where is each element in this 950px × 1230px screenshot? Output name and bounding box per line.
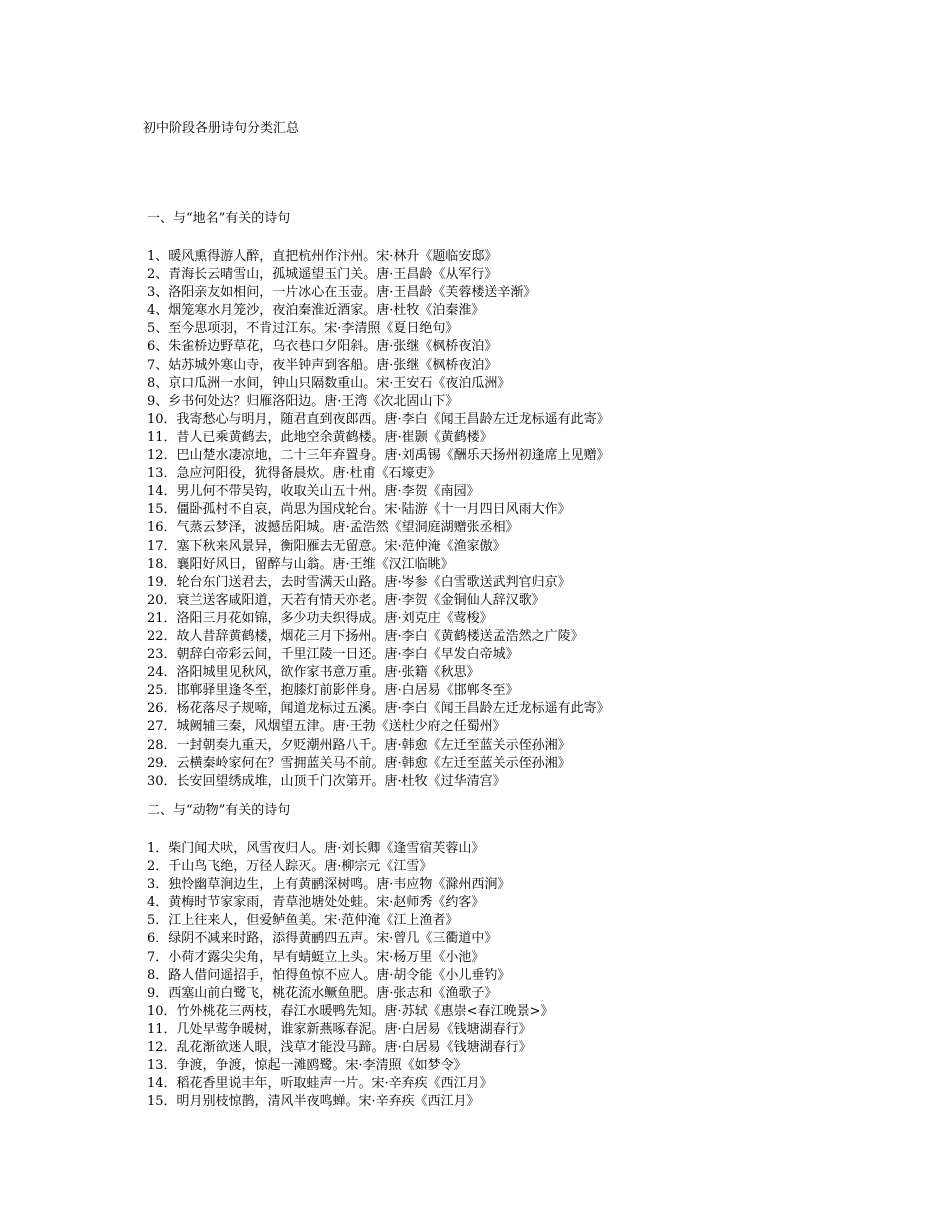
poem-line-text: 5．江上往来人，但爱鲈鱼美。宋·范仲淹《江上渔者》 [147,913,459,929]
poem-line [147,737,927,755]
poem-line-text: 27．城阙辅三秦，风烟望五津。唐·王勃《送杜少府之任蜀州》 [147,719,506,735]
poem-line-text: 14．稻花香里说丰年，听取蛙声一片。宋·辛弃疾《西江月》 [147,1076,493,1092]
poem-line-text: 2、青海长云晴雪山，孤城遥望玉门关。唐·王昌龄《从军行》 [147,267,498,283]
poem-line [147,664,927,682]
poem-line-text: 9．西塞山前白鹭飞，桃花流水鳜鱼肥。唐·张志和《渔歌子》 [147,985,498,1001]
poem-line-text: 29．云横秦岭家何在？雪拥蓝关马不前。唐·韩愈《左迁至蓝关示侄孙湘》 [147,755,571,771]
poem-line [147,718,927,736]
poem-line-text: 6、朱雀桥边野草花，乌衣巷口夕阳斜。唐·张继《枫桥夜泊》 [147,339,498,355]
poem-line [147,483,927,501]
poem-line [147,320,927,338]
poem-line-text: 8、京口瓜洲一水间，钟山只隔数重山。宋·王安石《夜泊瓜洲》 [147,375,511,391]
poem-line [147,840,927,858]
poem-line [147,411,927,429]
poem-line-text: 17．塞下秋来风景异，衡阳雁去无留意。宋·范仲淹《渔家傲》 [147,538,506,554]
poem-line-text: 23．朝辞白帝彩云间，千里江陵一日还。唐·李白《早发白帝城》 [147,647,519,663]
poem-line [147,501,927,519]
poem-line-text: 1、暖风熏得游人醉，直把杭州作汴州。宋·林升《题临安邸》 [147,249,498,264]
poem-line [147,1075,927,1093]
poem-line-text: 30．长安回望绣成堆，山顶千门次第开。唐·杜牧《过华清宫》 [147,773,506,789]
poem-line [147,592,927,610]
poem-line-text: 15．僵卧孤村不自哀，尚思为国戍轮台。宋·陆游《十一月四日风雨大作》 [147,502,571,518]
poem-line [147,985,927,1003]
poem-list [147,840,927,1111]
poem-line [147,357,927,375]
poem-line [147,610,927,628]
poem-line [147,912,927,930]
poem-line-text: 21．洛阳三月花如锦，多少功夫织得成。唐·刘克庄《莺梭》 [147,610,493,626]
poem-line [147,894,927,912]
poem-line [147,700,927,718]
poem-line [147,858,927,876]
poem-line [147,930,927,948]
poem-line [147,538,927,556]
poem-line-text: 19．轮台东门送君去，去时雪满天山路。唐·岑参《白雪歌送武判官归京》 [147,574,571,590]
poem-line-text: 12．乱花渐欲迷人眼，浅草才能没马蹄。唐·白居易《钱塘湖春行》 [147,1040,532,1056]
poem-line-text: 24．洛阳城里见秋风，欲作家书意万重。唐·张籍《秋思》 [147,665,480,681]
poem-line [147,682,927,700]
poem-line-text: 7、姑苏城外寒山寺，夜半钟声到客船。唐·张继《枫桥夜泊》 [147,357,498,373]
poem-line [147,949,927,967]
poem-line-text: 16．气蒸云梦泽，波撼岳阳城。唐·孟浩然《望洞庭湖赠张丞相》 [147,520,519,536]
poem-line-text: 13．急应河阳役，犹得备晨炊。唐·杜甫《石壕吏》 [147,466,441,482]
poem-line [147,375,927,393]
poem-line-text: 3、洛阳亲友如相问，一片冰心在玉壶。唐·王昌龄《芙蓉楼送辛渐》 [147,285,537,301]
poem-line-text: 6．绿阴不减来时路，添得黄鹂四五声。宋·曾几《三衢道中》 [147,931,498,947]
poem-line [147,429,927,447]
poem-line-text: 18．襄阳好风日，留醉与山翁。唐·王维《汉江临眺》 [147,556,454,572]
section-heading: 一、与“地名”有关的诗句 [147,211,291,226]
poem-line [147,302,927,320]
poem-line-text: 14．男儿何不带吴钩，收取关山五十州。唐·李贺《南园》 [147,484,480,500]
section-animals [147,803,927,1111]
poem-line [147,1003,927,1021]
poem-line [147,338,927,356]
poem-line-text: 22．故人昔辞黄鹤楼，烟花三月下扬州。唐·李白《黄鹤楼送孟浩然之广陵》 [147,628,584,644]
document-title: 初中阶段各册诗句分类汇总 [143,121,300,136]
poem-line-text: 1．柴门闻犬吠，风雪夜归人。唐·刘长卿《逢雪宿芙蓉山》 [147,841,485,856]
poem-line-text: 11．几处早莺争暖树，谁家新燕啄春泥。唐·白居易《钱塘湖春行》 [147,1021,532,1037]
poem-line [147,465,927,483]
poem-line-text: 4、烟笼寒水月笼沙，夜泊秦淮近酒家。唐·杜牧《泊秦淮》 [147,303,485,319]
poem-line [147,519,927,537]
poem-line [147,646,927,664]
poem-line-text: 25．邯郸驿里逢冬至，抱膝灯前影伴身。唐·白居易《邯郸冬至》 [147,683,519,699]
poem-line-text: 13．争渡，争渡，惊起一滩鸥鹭。宋·李清照《如梦令》 [147,1058,467,1074]
poem-line [147,1093,927,1111]
poem-line-text: 26．杨花落尽子规啼，闻道龙标过五溪。唐·李白《闻王昌龄左迁龙标遥有此寄》 [147,701,610,717]
poem-line-text: 10．竹外桃花三两枝，春江水暖鸭先知。唐·苏轼《惠崇<春江晚景>》 [147,1003,554,1019]
poem-line [147,1021,927,1039]
poem-line [147,393,927,411]
poem-line [147,266,927,284]
poem-line [147,1039,927,1057]
poem-line [147,447,927,465]
poem-line-text: 2．千山鸟飞绝，万径人踪灭。唐·柳宗元《江雪》 [147,859,433,875]
poem-line-text: 12．巴山楚水凄凉地，二十三年弃置身。唐·刘禹锡《酬乐天扬州初逢席上见赠》 [147,448,610,464]
poem-line [147,284,927,302]
poem-line [147,248,927,266]
poem-line-text: 3．独怜幽草涧边生，上有黄鹂深树鸣。唐·韦应物《滁州西涧》 [147,877,511,893]
poem-line-text: 15．明月别枝惊鹊，清风半夜鸣蝉。宋·辛弃疾《西江月》 [147,1094,480,1110]
poem-list [147,248,927,791]
poem-line-text: 28．一封朝奏九重天，夕贬潮州路八千。唐·韩愈《左迁至蓝关示侄孙湘》 [147,737,571,753]
poem-line [147,628,927,646]
poem-line-text: 20．衰兰送客咸阳道，天若有情天亦老。唐·李贺《金铜仙人辞汉歌》 [147,592,545,608]
poem-line [147,556,927,574]
poem-line [147,755,927,773]
section-place-names [147,211,927,791]
poem-line-text: 10．我寄愁心与明月，随君直到夜郎西。唐·李白《闻王昌龄左迁龙标遥有此寄》 [147,411,610,427]
poem-line-text: 5、至今思项羽，不肯过江东。宋·李清照《夏日绝句》 [147,321,459,337]
poem-line-text: 7．小荷才露尖尖角，早有蜻蜓立上头。宋·杨万里《小池》 [147,949,485,965]
poem-line-text: 11．昔人已乘黄鹤去，此地空余黄鹤楼。唐·崔颢《黄鹤楼》 [147,429,493,445]
section-heading: 二、与“动物”有关的诗句 [147,803,291,818]
poem-line-text: 4．黄梅时节家家雨，青草池塘处处蛙。宋·赵师秀《约客》 [147,895,485,911]
poem-line-text: 8．路人借问遥招手，怕得鱼惊不应人。唐·胡令能《小儿垂钓》 [147,967,511,983]
poem-line [147,574,927,592]
poem-line [147,967,927,985]
poem-line-text: 9、乡书何处达？归雁洛阳边。唐·王湾《次北固山下》 [147,393,459,409]
poem-line [147,773,927,791]
poem-line [147,876,927,894]
poem-line [147,1057,927,1075]
